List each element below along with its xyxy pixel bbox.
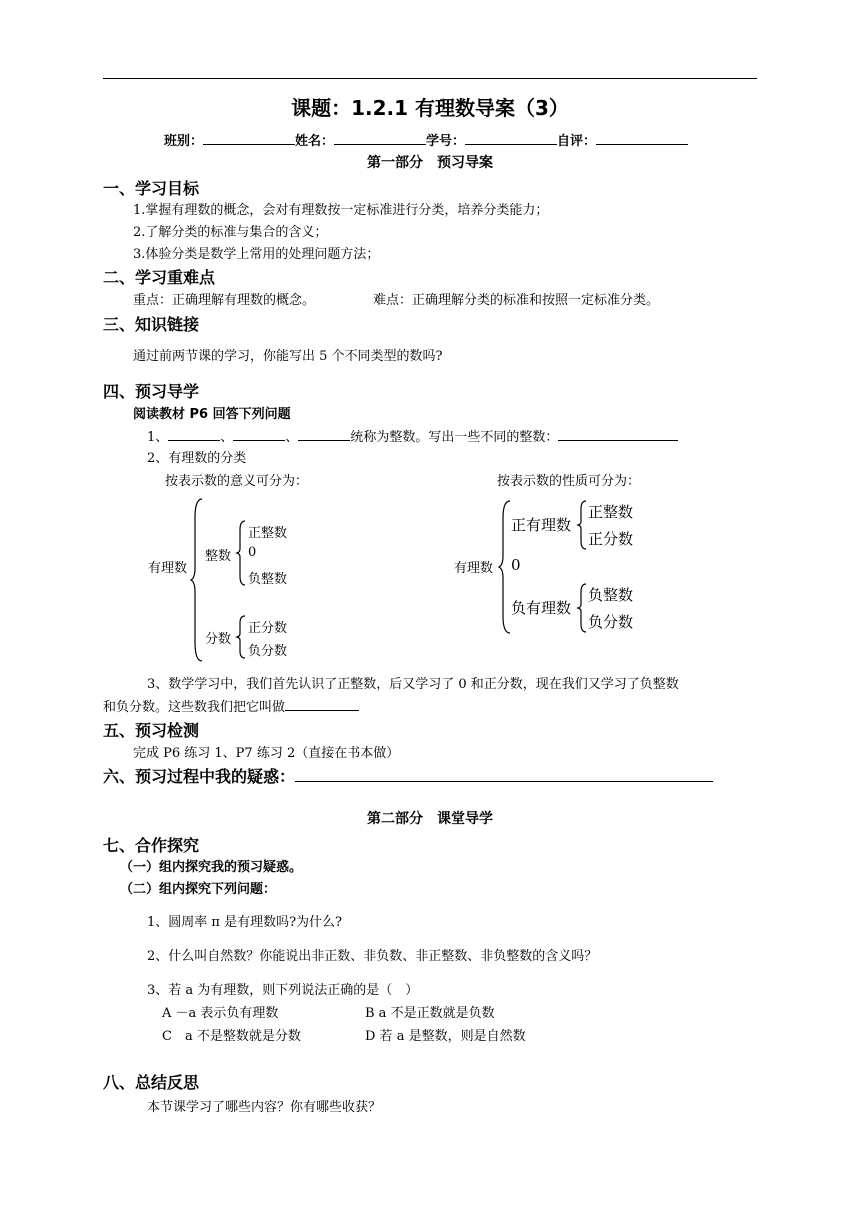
- knowledge-link-text: 通过前两节课的学习，你能写出 5 个不同类型的数吗?: [133, 349, 443, 364]
- explore-question-2: 2、什么叫自然数？你能说出非正数、非负数、非正整数、非负整数的含义吗？: [147, 949, 598, 964]
- part1-heading: 第一部分 预习导案: [367, 155, 493, 171]
- tree2-negative-fraction: 负分数: [588, 613, 634, 631]
- doubts-blank[interactable]: [295, 767, 713, 782]
- section5-title: 五、预习检测: [103, 721, 200, 740]
- tree1-root: 有理数: [148, 561, 188, 576]
- option-b: B a 不是正数就是负数: [365, 1006, 495, 1021]
- key-point: 重点：正确理解有理数的概念。: [133, 293, 316, 308]
- page-title: 课题：1.2.1 有理数导案（3）: [291, 96, 569, 120]
- tree2-positive-rational: 正有理数: [511, 516, 572, 534]
- section8-title: 八、总结反思: [103, 1073, 200, 1092]
- goal-item-1: 1.掌握有理数的概念，会对有理数按一定标准进行分类，培养分类能力；: [133, 203, 549, 218]
- goal-item-2: 2.了解分类的标准与集合的含义；: [133, 225, 328, 240]
- question-3-line-1: 3、数学学习中，我们首先认识了正整数，后又学习了 0 和正分数，现在我们又学习了负整数: [147, 677, 679, 692]
- top-rule: [103, 78, 757, 79]
- part2-heading: 第二部分 课堂导学: [367, 811, 493, 827]
- tree2-negative-brace: [577, 583, 587, 633]
- tree1-positive-fraction: 正分数: [248, 621, 288, 636]
- self-eval-field[interactable]: [596, 132, 688, 145]
- class-field[interactable]: [203, 132, 295, 145]
- section4-title: 四、预习导学: [103, 382, 200, 401]
- tree1-zero: 0: [248, 545, 257, 560]
- tree1-negative-integer: 负整数: [248, 572, 288, 587]
- q1-blank-2[interactable]: [233, 429, 285, 441]
- section1-title: 一、学习目标: [103, 179, 200, 198]
- tree2-positive-fraction: 正分数: [588, 530, 634, 548]
- q1-blank-3[interactable]: [298, 429, 350, 441]
- id-field[interactable]: [465, 132, 557, 145]
- classification-by-property-label: 按表示数的性质可分为：: [497, 474, 641, 489]
- self-eval-label: 自评：: [557, 134, 597, 149]
- option-d: D 若 a 是整数，则是自然数: [365, 1029, 526, 1044]
- tree2-positive-brace: [577, 500, 587, 550]
- explore-question-3: 3、若 a 为有理数，则下列说法正确的是（ ）: [147, 983, 419, 998]
- tree2-root: 有理数: [454, 561, 494, 576]
- explore-sub-2: （二）组内探究下列问题：: [120, 882, 277, 897]
- difficult-point: 难点：正确理解分类的标准和按照一定标准分类。: [373, 293, 660, 308]
- q1-blank-integers[interactable]: [558, 429, 678, 441]
- tree1-integer-brace: [236, 520, 246, 586]
- option-c: C a 不是整数就是分数: [162, 1029, 301, 1044]
- section3-title: 三、知识链接: [103, 315, 200, 334]
- tree1-positive-integer: 正整数: [248, 526, 288, 541]
- q3-blank[interactable]: [285, 699, 359, 711]
- tree2-zero: 0: [511, 556, 521, 574]
- question-1: 1、 、 、 统称为整数。写出一些不同的整数：: [147, 426, 678, 445]
- tree2-positive-integer: 正整数: [588, 503, 634, 521]
- section2-title: 二、学习重难点: [103, 268, 216, 287]
- class-label: 班别：: [164, 134, 204, 149]
- reading-instruction: 阅读教材 P6 回答下列问题: [133, 407, 291, 422]
- question-3-line-2: 和负分数。这些数我们把它叫做: [103, 696, 359, 715]
- tree2-negative-integer: 负整数: [588, 586, 634, 604]
- section7-title: 七、合作探究: [103, 836, 200, 855]
- student-info-line: [164, 130, 688, 149]
- classification-by-meaning-label: 按表示数的意义可分为：: [165, 474, 309, 489]
- tree1-integer: 整数: [205, 549, 232, 564]
- name-label: 姓名：: [295, 134, 335, 149]
- tree1-fraction-brace: [236, 615, 246, 659]
- summary-text: 本节课学习了哪些内容？你有哪些收获？: [147, 1100, 382, 1115]
- tree1-fraction: 分数: [205, 632, 232, 647]
- section6-title: 六、预习过程中我的疑惑：: [103, 764, 713, 787]
- option-a: A －a 表示负有理数: [162, 1006, 279, 1021]
- name-field[interactable]: [334, 132, 426, 145]
- question-2: 2、有理数的分类: [147, 451, 247, 466]
- explore-sub-1: （一）组内探究我的预习疑惑。: [120, 860, 303, 875]
- tree2-main-brace: [498, 500, 512, 634]
- goal-item-3: 3.体验分类是数学上常用的处理问题方法；: [133, 247, 380, 262]
- id-label: 学号：: [426, 134, 466, 149]
- tree1-negative-fraction: 负分数: [248, 644, 288, 659]
- q1-blank-1[interactable]: [168, 429, 220, 441]
- tree1-main-brace: [190, 498, 204, 662]
- preview-check-text: 完成 P6 练习 1、P7 练习 2（直接在书本做）: [133, 746, 400, 761]
- explore-question-1: 1、圆周率 π 是有理数吗?为什么?: [147, 915, 343, 930]
- tree2-negative-rational: 负有理数: [511, 599, 572, 617]
